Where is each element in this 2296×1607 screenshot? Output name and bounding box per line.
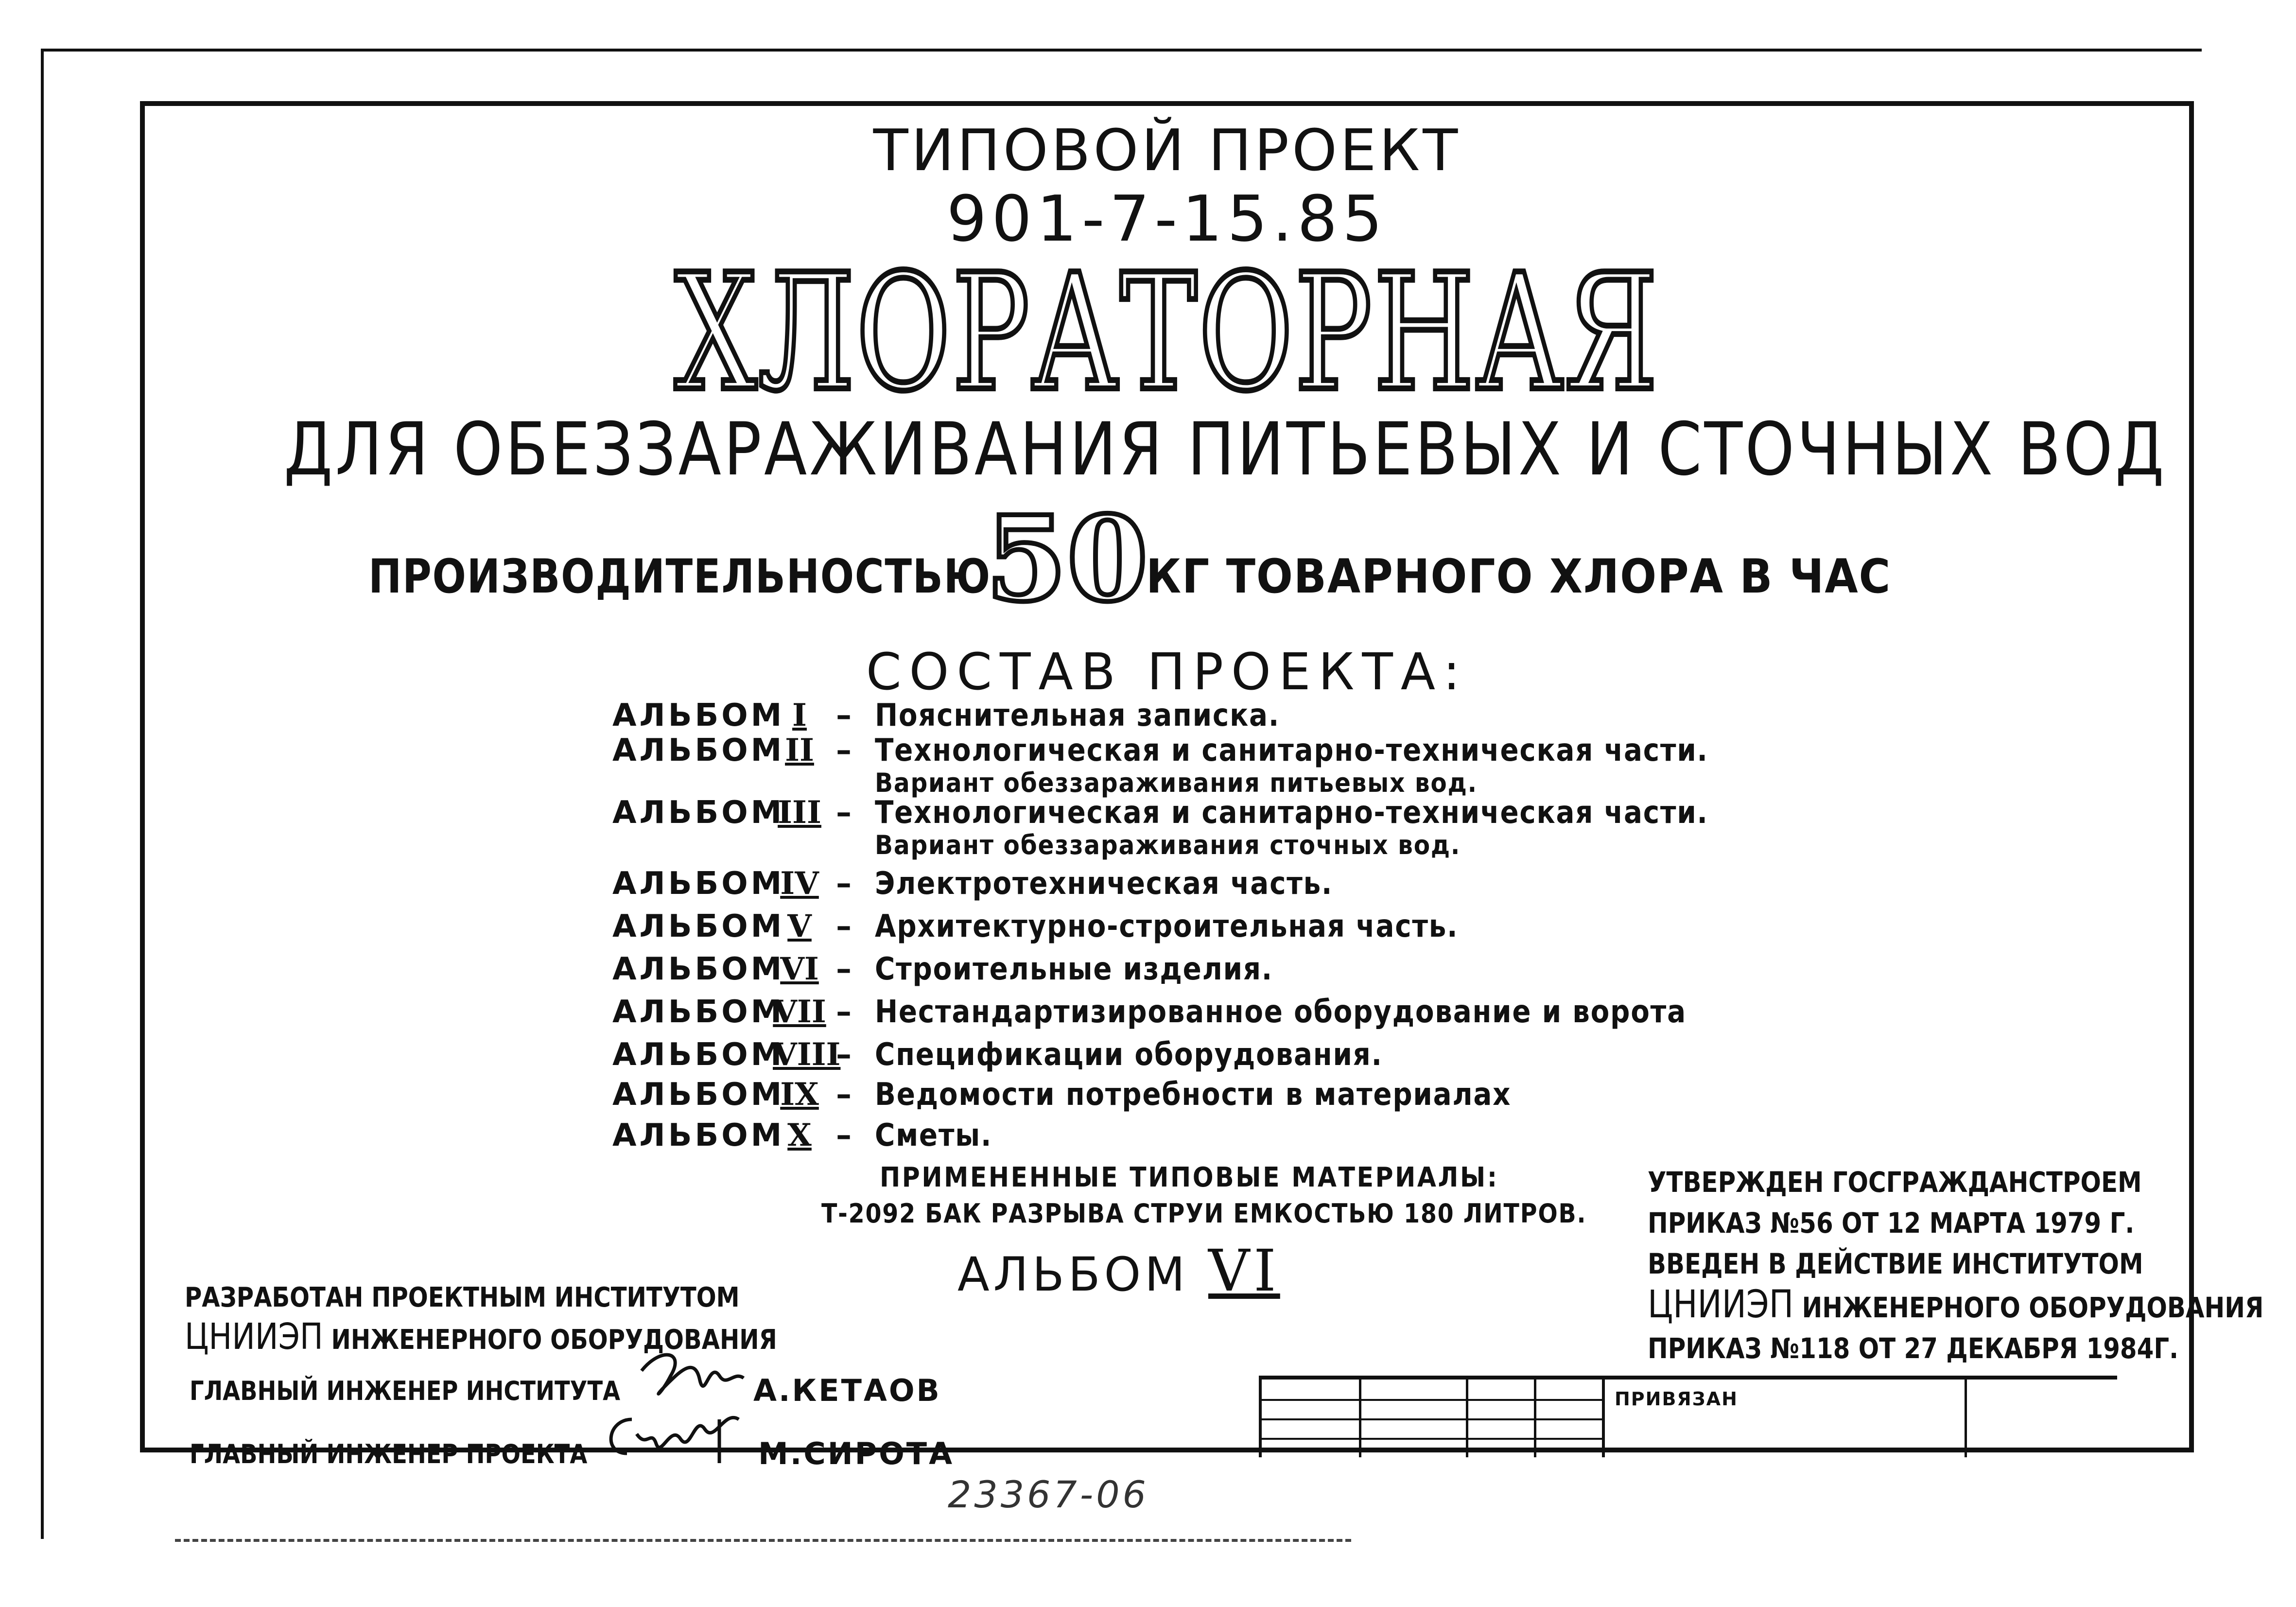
dash: –	[836, 1077, 852, 1113]
stamp-grid-line	[1359, 1380, 1361, 1457]
institute-abbr: ЦНИИЭП	[1648, 1283, 1794, 1327]
chief-engineer-name: А.КЕТАОВ	[753, 1373, 941, 1408]
album-number: VI	[780, 951, 819, 987]
album-label: АЛЬБОМ	[612, 994, 785, 1030]
stamp-grid-line	[1262, 1438, 1605, 1440]
scan-artifact-line	[175, 1539, 1351, 1542]
dash: –	[836, 1118, 852, 1153]
signature-icon	[598, 1400, 753, 1473]
institute-rest: ИНЖЕНЕРНОГО ОБОРУДОВАНИЯ	[1802, 1291, 2264, 1324]
current-album-number: VI	[1208, 1237, 1280, 1304]
dash: –	[836, 994, 852, 1030]
dash: –	[836, 795, 852, 831]
chief-engineer-title: ГЛАВНЫЙ ИНЖЕНЕР ИНСТИТУТА	[190, 1376, 621, 1406]
album-label: АЛЬБОМ	[612, 866, 785, 902]
stamp-grid-line	[1262, 1418, 1605, 1420]
project-label: ТИПОВОЙ ПРОЕКТ	[873, 117, 1461, 184]
stamp-divider	[1965, 1380, 1967, 1457]
approval-line: УТВЕРЖДЕН ГОСГРАЖДАНСТРОЕМ	[1648, 1166, 2142, 1199]
main-title: ХЛОРАТОРНАЯ	[675, 240, 1659, 426]
stamp-main-cell	[1602, 1376, 2117, 1457]
dash: –	[836, 908, 852, 944]
album-title: Строительные изделия.	[875, 951, 1273, 987]
album-label: АЛЬБОМ	[612, 698, 785, 734]
album-subtitle: Вариант обеззараживания питьевых вод.	[875, 768, 1478, 798]
album-number: VII	[773, 994, 826, 1030]
dash: –	[836, 1037, 852, 1073]
approval-line: ВВЕДЕН В ДЕЙСТВИЕ ИНСТИТУТОМ	[1648, 1247, 2143, 1280]
album-label: АЛЬБОМ	[612, 951, 785, 987]
album-number: V	[787, 908, 812, 944]
dash: –	[836, 951, 852, 987]
subtitle: ДЛЯ ОБЕЗЗАРАЖИВАНИЯ ПИТЬЕВЫХ И СТОЧНЫХ ВОД	[283, 407, 2167, 492]
album-title: Спецификации оборудования.	[875, 1037, 1383, 1073]
institute-rest: ИНЖЕНЕРНОГО ОБОРУДОВАНИЯ	[331, 1324, 777, 1356]
stamp-grid	[1259, 1376, 1605, 1457]
album-label: АЛЬБОМ	[612, 1118, 785, 1153]
album-title: Технологическая и санитарно-техническая части.	[875, 795, 1708, 831]
current-album	[957, 1237, 1280, 1304]
approval-block	[1648, 1162, 2296, 1369]
materials-title: ПРИМЕНЕННЫЕ ТИПОВЫЕ МАТЕРИАЛЫ:	[880, 1162, 1499, 1193]
dash: –	[836, 733, 852, 769]
stamp-grid-line	[1466, 1380, 1468, 1457]
album-number: X	[787, 1117, 812, 1153]
materials-item: Т-2092 БАК РАЗРЫВА СТРУИ ЕМКОСТЬЮ 180 ЛИТРОВ.	[821, 1198, 1587, 1229]
album-subtitle: Вариант обеззараживания сточных вод.	[875, 830, 1461, 860]
project-engineer-title: ГЛАВНЫЙ ИНЖЕНЕР ПРОЕКТА	[190, 1439, 588, 1469]
album-label: АЛЬБОМ	[612, 733, 785, 769]
dash: –	[836, 698, 852, 734]
album-title: Пояснительная записка.	[875, 698, 1280, 734]
album-title: Нестандартизированное оборудование и ворота	[875, 994, 1687, 1030]
album-label: АЛЬБОМ	[612, 908, 785, 944]
approval-line	[1648, 1284, 2263, 1328]
album-title: Ведомости потребности в материалах	[875, 1077, 1512, 1113]
album-number: IX	[780, 1076, 819, 1113]
title-block-stamp	[1259, 1376, 2114, 1453]
album-label: АЛЬБОМ	[612, 1037, 785, 1073]
current-album-label: АЛЬБОМ	[957, 1247, 1189, 1302]
album-title: Технологическая и санитарно-техническая части.	[875, 733, 1708, 769]
developer-block	[185, 1278, 873, 1360]
album-number: II	[785, 732, 814, 769]
institute-abbr: ЦНИИЭП	[185, 1316, 323, 1358]
approval-line: ПРИКАЗ №118 ОТ 27 ДЕКАБРЯ 1984Г.	[1648, 1332, 2179, 1365]
stamp-grid-line	[1262, 1399, 1605, 1401]
capacity-line	[140, 490, 2194, 628]
approval-line: ПРИКАЗ №56 ОТ 12 МАРТА 1979 Г.	[1648, 1206, 2135, 1240]
capacity-suffix: КГ ТОВАРНОГО ХЛОРА В ЧАС	[1146, 549, 1892, 604]
stamp-grid-line	[1534, 1380, 1536, 1457]
album-label: АЛЬБОМ	[612, 1077, 785, 1113]
album-number: I	[792, 697, 807, 734]
document-code: 23367-06	[948, 1473, 1149, 1516]
developer-line: РАЗРАБОТАН ПРОЕКТНЫМ ИНСТИТУТОМ	[185, 1282, 740, 1313]
album-title: Архитектурно-строительная часть.	[875, 908, 1459, 944]
capacity-value: 50	[986, 490, 1148, 628]
project-number: 901-7-15.85	[946, 182, 1388, 256]
stamp-label: ПРИВЯЗАН	[1615, 1388, 1738, 1410]
album-title: Сметы.	[875, 1118, 992, 1153]
album-title: Электротехническая часть.	[875, 866, 1333, 902]
album-number: VIII	[773, 1036, 841, 1073]
contents-heading: СОСТАВ ПРОЕКТА:	[866, 642, 1468, 701]
dash: –	[836, 866, 852, 902]
album-label: АЛЬБОМ	[612, 795, 785, 831]
album-number: III	[778, 794, 821, 831]
project-engineer-name: М.СИРОТА	[758, 1436, 955, 1471]
album-number: IV	[780, 865, 819, 902]
capacity-prefix: ПРОИЗВОДИТЕЛЬНОСТЬЮ	[368, 549, 991, 604]
project-engineer-row	[190, 1436, 955, 1471]
